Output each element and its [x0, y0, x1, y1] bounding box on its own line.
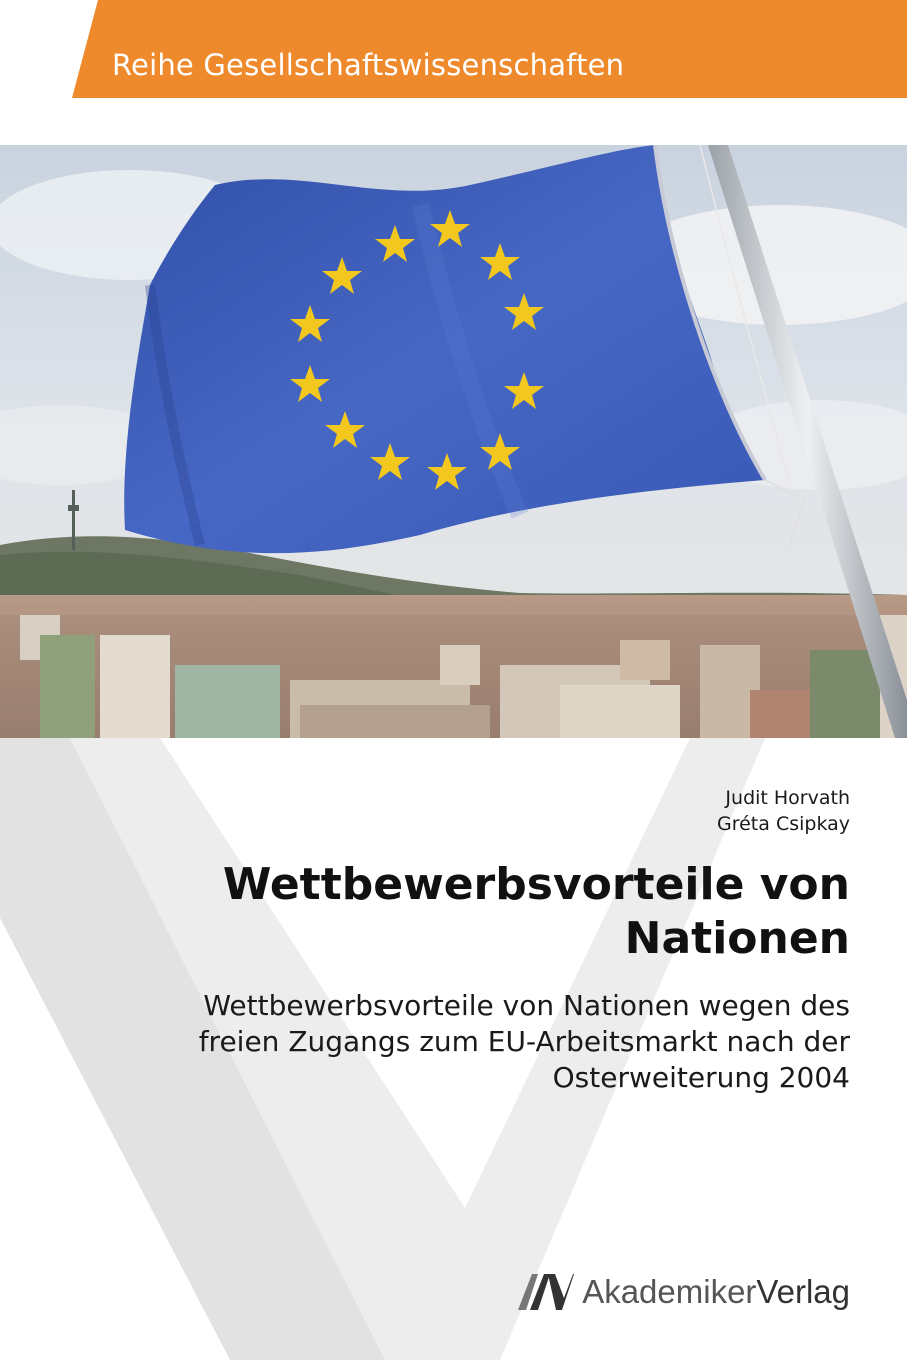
- book-subtitle: [90, 988, 850, 1096]
- book-title-line: Wettbewerbsvorteile von: [222, 859, 850, 910]
- publisher-name-part: Akademiker: [582, 1273, 757, 1310]
- author-name: Gréta Csipkay: [717, 813, 850, 835]
- eu-flag-cityscape-image: [0, 145, 907, 738]
- publisher-name-part: Verlag: [756, 1273, 850, 1310]
- publisher-name: [582, 1273, 850, 1311]
- series-title: Reihe Gesellschaftswissenschaften: [112, 48, 625, 82]
- book-title-line: Nationen: [624, 913, 850, 964]
- book-subtitle-line: Wettbewerbsvorteile von Nationen wegen des: [203, 989, 850, 1022]
- publisher-logo: [518, 1268, 850, 1316]
- av-logo-icon: [518, 1272, 574, 1312]
- book-title: [90, 858, 850, 966]
- author-name: Judit Horvath: [725, 787, 850, 809]
- authors: [717, 785, 850, 837]
- book-subtitle-line: freien Zugangs zum EU-Arbeitsmarkt nach der: [198, 1025, 850, 1058]
- cover-photo: [0, 145, 907, 738]
- series-banner: [0, 0, 907, 98]
- book-subtitle-line: Osterweiterung 2004: [552, 1061, 850, 1094]
